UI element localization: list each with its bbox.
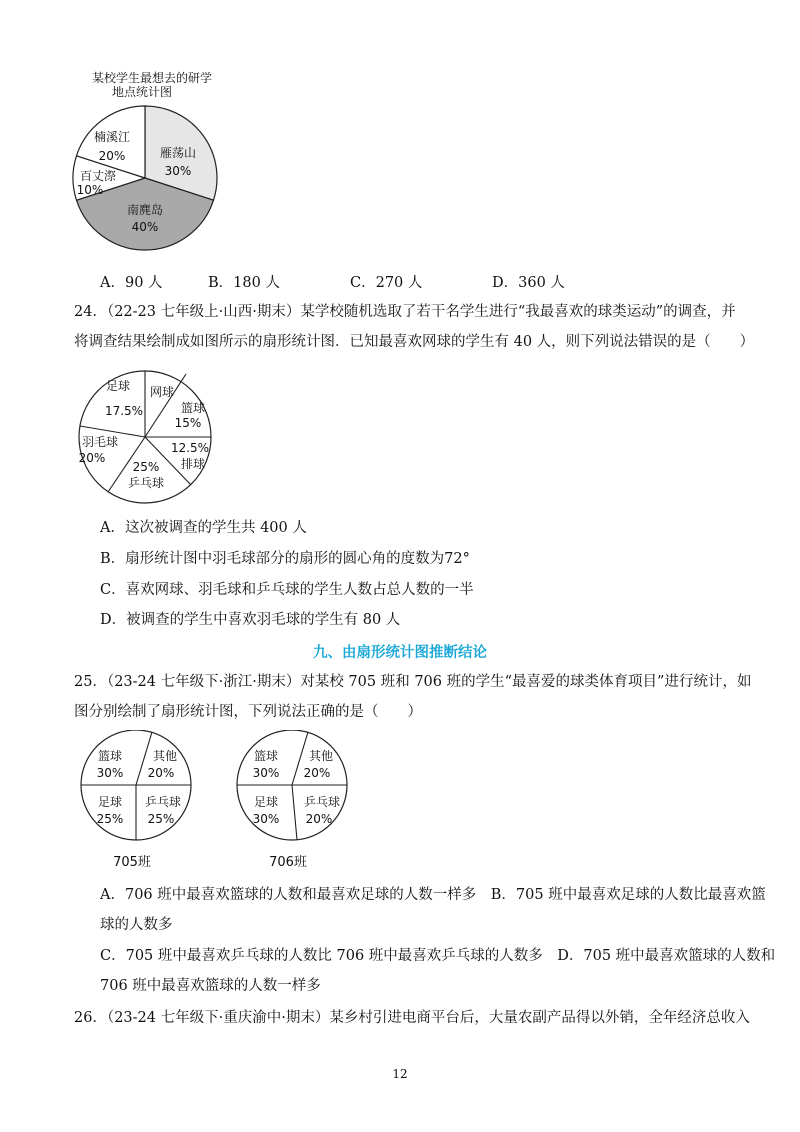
q24-pie-chart <box>70 368 220 508</box>
q25-706-football-name: 足球 <box>253 795 279 809</box>
q25-pie-705 <box>70 730 210 875</box>
q25-706-other-name: 其他 <box>308 749 334 763</box>
q24-label-badminton-value: 20% <box>78 451 106 465</box>
q24-stem-line1: 24．（22-23 七年级上·山西·期末）某学校随机选取了若干名学生进行“我最喜欢的球类运动”的调查，并 <box>74 304 736 320</box>
q23-label-yandangshan-value: 30% <box>164 164 192 178</box>
q24-label-football-name: 足球 <box>105 379 131 393</box>
q24-label-basketball-name: 篮球 <box>180 401 206 415</box>
q24-stem-line2: 将调查结果绘制成如图所示的扇形统计图．已知最喜欢网球的学生有 40 人，则下列说法错误的是（ ） <box>74 334 755 350</box>
q25-705-pingpong-name: 乒乓球 <box>144 795 182 809</box>
q24-option-b: B．扇形统计图中羽毛球部分的扇形的圆心角的度数为 <box>100 551 445 567</box>
q23-chart-title-line2: 地点统计图 <box>111 85 173 99</box>
page-number: 12 <box>392 1067 408 1081</box>
q25-706-football-value: 30% <box>252 812 280 826</box>
q25-pie-706 <box>226 730 366 875</box>
q23-label-yandangshan-name: 雁荡山 <box>159 146 197 160</box>
q24-label-football-value: 17.5% <box>104 404 144 418</box>
q25-stem-line2: 图分别绘制了扇形统计图，下列说法正确的是（ ） <box>74 704 422 720</box>
q25-706-pingpong-value: 20% <box>305 812 333 826</box>
q24-label-pingpong-value: 25% <box>132 460 160 474</box>
q23-label-nanxijiang-name: 楠溪江 <box>93 130 131 144</box>
q25-options-line1: A．706 班中最喜欢篮球的人数和最喜欢足球的人数一样多 B．705 班中最喜欢足球的人数比最喜欢篮 <box>100 887 766 903</box>
q23-option-d: D．360 人 <box>492 275 565 291</box>
q25-705-caption: 705班 <box>113 855 151 870</box>
q25-705-other-name: 其他 <box>152 749 178 763</box>
q24-option-c: C．喜欢网球、羽毛球和乒乓球的学生人数占总人数的一半 <box>100 582 474 598</box>
q24-label-pingpong-name: 乒乓球 <box>127 476 165 490</box>
q25-pie-706-svg <box>226 730 366 875</box>
q24-label-volleyball-value: 12.5% <box>170 441 210 455</box>
q24-label-tennis-name: 网球 <box>149 385 175 399</box>
q25-705-other-value: 20% <box>147 766 175 780</box>
q25-706-basketball-name: 篮球 <box>253 749 279 763</box>
q24-label-volleyball-name: 排球 <box>180 457 206 471</box>
q23-label-nanxijiang-value: 20% <box>98 149 126 163</box>
q24-label-badminton-name: 羽毛球 <box>81 435 119 449</box>
q25-705-pingpong-value: 25% <box>147 812 175 826</box>
q23-chart-title-line1: 某校学生最想去的研学 <box>91 71 213 85</box>
q23-option-c: C．270 人 <box>350 275 423 291</box>
q23-label-baizhangji-name: 百丈漈 <box>79 169 117 183</box>
q24-pie-svg <box>70 368 220 508</box>
q25-705-basketball-value: 30% <box>96 766 124 780</box>
q25-options-line2: 球的人数多 <box>100 917 173 933</box>
q25-706-caption: 706班 <box>269 855 307 870</box>
q25-options-line3: C．705 班中最喜欢乒乓球的人数比 706 班中最喜欢乒乓球的人数多 D．705 班中最喜欢篮球的人数和 <box>100 948 776 964</box>
q25-706-pingpong-name: 乒乓球 <box>303 795 341 809</box>
q23-pie-svg <box>70 68 230 258</box>
q25-705-football-value: 25% <box>96 812 124 826</box>
q23-option-a: A．90 人 <box>100 275 163 291</box>
q25-options-line4: 706 班中最喜欢篮球的人数一样多 <box>100 978 321 994</box>
q23-label-nanjidao-name: 南麂岛 <box>126 203 164 217</box>
q24-option-a: A．这次被调查的学生共 400 人 <box>100 520 307 536</box>
q25-706-basketball-value: 30% <box>252 766 280 780</box>
q25-stem-line1: 25．（23-24 七年级下·浙江·期末）对某校 705 班和 706 班的学生“最喜爱的球类体育项目”进行统计，如 <box>74 674 752 690</box>
q23-label-baizhangji-value: 10% <box>76 183 104 197</box>
q24-label-basketball-value: 15% <box>174 416 202 430</box>
q25-705-football-name: 足球 <box>97 795 123 809</box>
q24-option-b-math: 72° <box>444 551 470 567</box>
q23-label-nanjidao-value: 40% <box>131 220 159 234</box>
q23-pie-chart <box>70 68 230 258</box>
q24-option-b-row <box>100 549 470 569</box>
q25-705-basketball-name: 篮球 <box>97 749 123 763</box>
q25-706-other-value: 20% <box>303 766 331 780</box>
q24-option-d: D．被调查的学生中喜欢羽毛球的学生有 80 人 <box>100 612 401 628</box>
q25-pie-705-svg <box>70 730 210 875</box>
q26-stem-line1: 26．（23-24 七年级下·重庆渝中·期末）某乡村引进电商平台后，大量农副产品得以外销，全年经济总收入 <box>74 1010 750 1026</box>
q23-option-b: B．180 人 <box>208 275 280 291</box>
section-title: 九、由扇形统计图推断结论 <box>313 645 487 661</box>
